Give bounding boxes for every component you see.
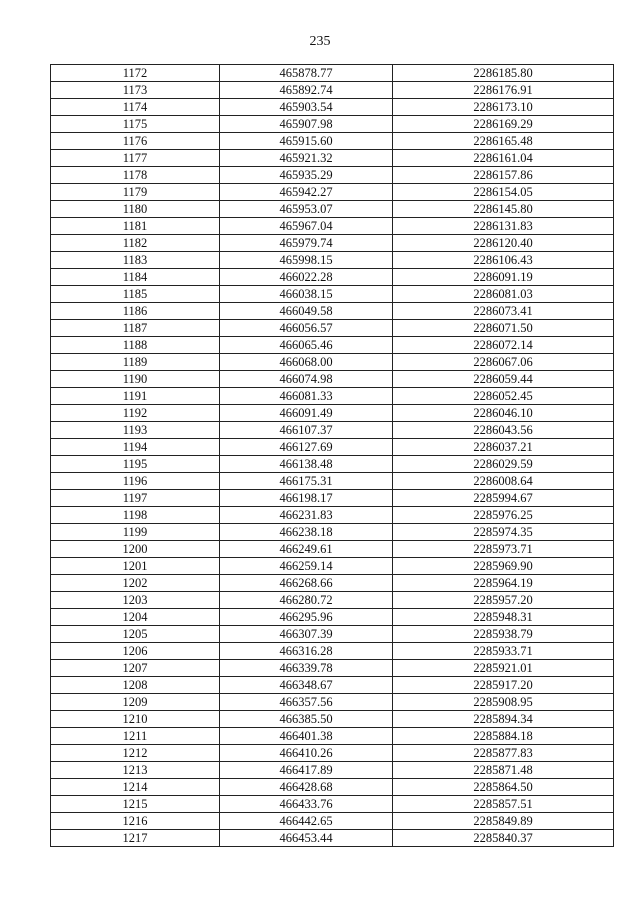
x-coordinate-cell: 466081.33 xyxy=(220,388,393,405)
point-number-cell: 1176 xyxy=(51,133,220,150)
x-coordinate-cell: 466385.50 xyxy=(220,711,393,728)
x-coordinate-cell: 466259.14 xyxy=(220,558,393,575)
point-number-cell: 1183 xyxy=(51,252,220,269)
table-row xyxy=(51,371,614,388)
y-coordinate-cell: 2285921.01 xyxy=(393,660,614,677)
table-row xyxy=(51,609,614,626)
y-coordinate-cell: 2286081.03 xyxy=(393,286,614,303)
x-coordinate-cell: 465979.74 xyxy=(220,235,393,252)
point-number-cell: 1217 xyxy=(51,830,220,847)
x-coordinate-cell: 466238.18 xyxy=(220,524,393,541)
point-number-cell: 1186 xyxy=(51,303,220,320)
x-coordinate-cell: 466316.28 xyxy=(220,643,393,660)
y-coordinate-cell: 2285871.48 xyxy=(393,762,614,779)
y-coordinate-cell: 2285857.51 xyxy=(393,796,614,813)
y-coordinate-cell: 2285976.25 xyxy=(393,507,614,524)
table-row xyxy=(51,558,614,575)
table-row xyxy=(51,796,614,813)
point-number-cell: 1208 xyxy=(51,677,220,694)
point-number-cell: 1182 xyxy=(51,235,220,252)
table-row xyxy=(51,524,614,541)
table-row xyxy=(51,728,614,745)
x-coordinate-cell: 466038.15 xyxy=(220,286,393,303)
table-row xyxy=(51,507,614,524)
point-number-cell: 1180 xyxy=(51,201,220,218)
x-coordinate-cell: 465921.32 xyxy=(220,150,393,167)
y-coordinate-cell: 2285908.95 xyxy=(393,694,614,711)
table-row xyxy=(51,405,614,422)
point-number-cell: 1190 xyxy=(51,371,220,388)
x-coordinate-cell: 465942.27 xyxy=(220,184,393,201)
table-row xyxy=(51,201,614,218)
y-coordinate-cell: 2285933.71 xyxy=(393,643,614,660)
y-coordinate-cell: 2286169.29 xyxy=(393,116,614,133)
x-coordinate-cell: 466339.78 xyxy=(220,660,393,677)
table-row xyxy=(51,184,614,201)
y-coordinate-cell: 2286106.43 xyxy=(393,252,614,269)
x-coordinate-cell: 466022.28 xyxy=(220,269,393,286)
y-coordinate-cell: 2286073.41 xyxy=(393,303,614,320)
y-coordinate-cell: 2285884.18 xyxy=(393,728,614,745)
x-coordinate-cell: 466175.31 xyxy=(220,473,393,490)
table-row xyxy=(51,456,614,473)
y-coordinate-cell: 2286173.10 xyxy=(393,99,614,116)
table-row xyxy=(51,65,614,82)
x-coordinate-cell: 465907.98 xyxy=(220,116,393,133)
table-row xyxy=(51,439,614,456)
point-number-cell: 1174 xyxy=(51,99,220,116)
x-coordinate-cell: 466056.57 xyxy=(220,320,393,337)
x-coordinate-cell: 465892.74 xyxy=(220,82,393,99)
x-coordinate-cell: 466231.83 xyxy=(220,507,393,524)
table-row xyxy=(51,592,614,609)
table-row xyxy=(51,745,614,762)
x-coordinate-cell: 466357.56 xyxy=(220,694,393,711)
point-number-cell: 1187 xyxy=(51,320,220,337)
x-coordinate-cell: 466091.49 xyxy=(220,405,393,422)
table-row xyxy=(51,218,614,235)
x-coordinate-cell: 466295.96 xyxy=(220,609,393,626)
point-number-cell: 1203 xyxy=(51,592,220,609)
point-number-cell: 1214 xyxy=(51,779,220,796)
y-coordinate-cell: 2286008.64 xyxy=(393,473,614,490)
table-row xyxy=(51,320,614,337)
x-coordinate-cell: 466127.69 xyxy=(220,439,393,456)
x-coordinate-cell: 465967.04 xyxy=(220,218,393,235)
x-coordinate-cell: 465915.60 xyxy=(220,133,393,150)
x-coordinate-cell: 466268.66 xyxy=(220,575,393,592)
x-coordinate-cell: 466280.72 xyxy=(220,592,393,609)
x-coordinate-cell: 466433.76 xyxy=(220,796,393,813)
table-row xyxy=(51,643,614,660)
table-row xyxy=(51,813,614,830)
x-coordinate-cell: 465903.54 xyxy=(220,99,393,116)
x-coordinate-cell: 466428.68 xyxy=(220,779,393,796)
x-coordinate-cell: 466049.58 xyxy=(220,303,393,320)
x-coordinate-cell: 466348.67 xyxy=(220,677,393,694)
table-row xyxy=(51,626,614,643)
point-number-cell: 1177 xyxy=(51,150,220,167)
table-row xyxy=(51,473,614,490)
point-number-cell: 1189 xyxy=(51,354,220,371)
table-row xyxy=(51,694,614,711)
point-number-cell: 1193 xyxy=(51,422,220,439)
point-number-cell: 1172 xyxy=(51,65,220,82)
table-row xyxy=(51,660,614,677)
table-row xyxy=(51,354,614,371)
y-coordinate-cell: 2285957.20 xyxy=(393,592,614,609)
y-coordinate-cell: 2286046.10 xyxy=(393,405,614,422)
table-row xyxy=(51,286,614,303)
x-coordinate-cell: 466442.65 xyxy=(220,813,393,830)
point-number-cell: 1181 xyxy=(51,218,220,235)
y-coordinate-cell: 2285994.67 xyxy=(393,490,614,507)
point-number-cell: 1213 xyxy=(51,762,220,779)
table-row xyxy=(51,762,614,779)
point-number-cell: 1211 xyxy=(51,728,220,745)
x-coordinate-cell: 466198.17 xyxy=(220,490,393,507)
y-coordinate-cell: 2286043.56 xyxy=(393,422,614,439)
x-coordinate-cell: 465953.07 xyxy=(220,201,393,218)
table-row xyxy=(51,252,614,269)
point-number-cell: 1192 xyxy=(51,405,220,422)
table-row xyxy=(51,167,614,184)
point-number-cell: 1204 xyxy=(51,609,220,626)
y-coordinate-cell: 2286185.80 xyxy=(393,65,614,82)
y-coordinate-cell: 2285840.37 xyxy=(393,830,614,847)
y-coordinate-cell: 2286154.05 xyxy=(393,184,614,201)
x-coordinate-cell: 466249.61 xyxy=(220,541,393,558)
point-number-cell: 1195 xyxy=(51,456,220,473)
point-number-cell: 1205 xyxy=(51,626,220,643)
y-coordinate-cell: 2285969.90 xyxy=(393,558,614,575)
table-row xyxy=(51,99,614,116)
coordinates-table-body xyxy=(51,65,614,847)
y-coordinate-cell: 2285849.89 xyxy=(393,813,614,830)
x-coordinate-cell: 466307.39 xyxy=(220,626,393,643)
page-number: 235 xyxy=(309,34,331,49)
y-coordinate-cell: 2286052.45 xyxy=(393,388,614,405)
y-coordinate-cell: 2286161.04 xyxy=(393,150,614,167)
y-coordinate-cell: 2286059.44 xyxy=(393,371,614,388)
y-coordinate-cell: 2285894.34 xyxy=(393,711,614,728)
point-number-cell: 1199 xyxy=(51,524,220,541)
point-number-cell: 1202 xyxy=(51,575,220,592)
table-row xyxy=(51,235,614,252)
y-coordinate-cell: 2286120.40 xyxy=(393,235,614,252)
table-row xyxy=(51,779,614,796)
point-number-cell: 1178 xyxy=(51,167,220,184)
y-coordinate-cell: 2286165.48 xyxy=(393,133,614,150)
x-coordinate-cell: 465998.15 xyxy=(220,252,393,269)
table-row xyxy=(51,490,614,507)
point-number-cell: 1210 xyxy=(51,711,220,728)
x-coordinate-cell: 466417.89 xyxy=(220,762,393,779)
x-coordinate-cell: 465935.29 xyxy=(220,167,393,184)
point-number-cell: 1197 xyxy=(51,490,220,507)
table-row xyxy=(51,388,614,405)
x-coordinate-cell: 466065.46 xyxy=(220,337,393,354)
y-coordinate-cell: 2286131.83 xyxy=(393,218,614,235)
point-number-cell: 1179 xyxy=(51,184,220,201)
table-row xyxy=(51,337,614,354)
point-number-cell: 1201 xyxy=(51,558,220,575)
point-number-cell: 1200 xyxy=(51,541,220,558)
point-number-cell: 1206 xyxy=(51,643,220,660)
x-coordinate-cell: 465878.77 xyxy=(220,65,393,82)
y-coordinate-cell: 2285877.83 xyxy=(393,745,614,762)
y-coordinate-cell: 2285964.19 xyxy=(393,575,614,592)
x-coordinate-cell: 466068.00 xyxy=(220,354,393,371)
table-row xyxy=(51,133,614,150)
x-coordinate-cell: 466453.44 xyxy=(220,830,393,847)
x-coordinate-cell: 466074.98 xyxy=(220,371,393,388)
table-row xyxy=(51,422,614,439)
y-coordinate-cell: 2286072.14 xyxy=(393,337,614,354)
point-number-cell: 1185 xyxy=(51,286,220,303)
point-number-cell: 1209 xyxy=(51,694,220,711)
y-coordinate-cell: 2285948.31 xyxy=(393,609,614,626)
table-row xyxy=(51,116,614,133)
y-coordinate-cell: 2285974.35 xyxy=(393,524,614,541)
point-number-cell: 1191 xyxy=(51,388,220,405)
y-coordinate-cell: 2286067.06 xyxy=(393,354,614,371)
table-row xyxy=(51,269,614,286)
point-number-cell: 1188 xyxy=(51,337,220,354)
table-row xyxy=(51,303,614,320)
point-number-cell: 1215 xyxy=(51,796,220,813)
table-row xyxy=(51,575,614,592)
y-coordinate-cell: 2286176.91 xyxy=(393,82,614,99)
y-coordinate-cell: 2286037.21 xyxy=(393,439,614,456)
point-number-cell: 1194 xyxy=(51,439,220,456)
point-number-cell: 1173 xyxy=(51,82,220,99)
y-coordinate-cell: 2286071.50 xyxy=(393,320,614,337)
y-coordinate-cell: 2285938.79 xyxy=(393,626,614,643)
y-coordinate-cell: 2286091.19 xyxy=(393,269,614,286)
x-coordinate-cell: 466138.48 xyxy=(220,456,393,473)
y-coordinate-cell: 2286157.86 xyxy=(393,167,614,184)
coordinates-table xyxy=(50,64,614,847)
x-coordinate-cell: 466107.37 xyxy=(220,422,393,439)
y-coordinate-cell: 2286145.80 xyxy=(393,201,614,218)
y-coordinate-cell: 2285973.71 xyxy=(393,541,614,558)
table-row xyxy=(51,677,614,694)
point-number-cell: 1175 xyxy=(51,116,220,133)
x-coordinate-cell: 466410.26 xyxy=(220,745,393,762)
y-coordinate-cell: 2286029.59 xyxy=(393,456,614,473)
point-number-cell: 1212 xyxy=(51,745,220,762)
y-coordinate-cell: 2285917.20 xyxy=(393,677,614,694)
table-row xyxy=(51,541,614,558)
point-number-cell: 1196 xyxy=(51,473,220,490)
table-row xyxy=(51,82,614,99)
x-coordinate-cell: 466401.38 xyxy=(220,728,393,745)
y-coordinate-cell: 2285864.50 xyxy=(393,779,614,796)
point-number-cell: 1184 xyxy=(51,269,220,286)
point-number-cell: 1198 xyxy=(51,507,220,524)
table-row xyxy=(51,830,614,847)
table-row xyxy=(51,150,614,167)
point-number-cell: 1207 xyxy=(51,660,220,677)
table-row xyxy=(51,711,614,728)
point-number-cell: 1216 xyxy=(51,813,220,830)
